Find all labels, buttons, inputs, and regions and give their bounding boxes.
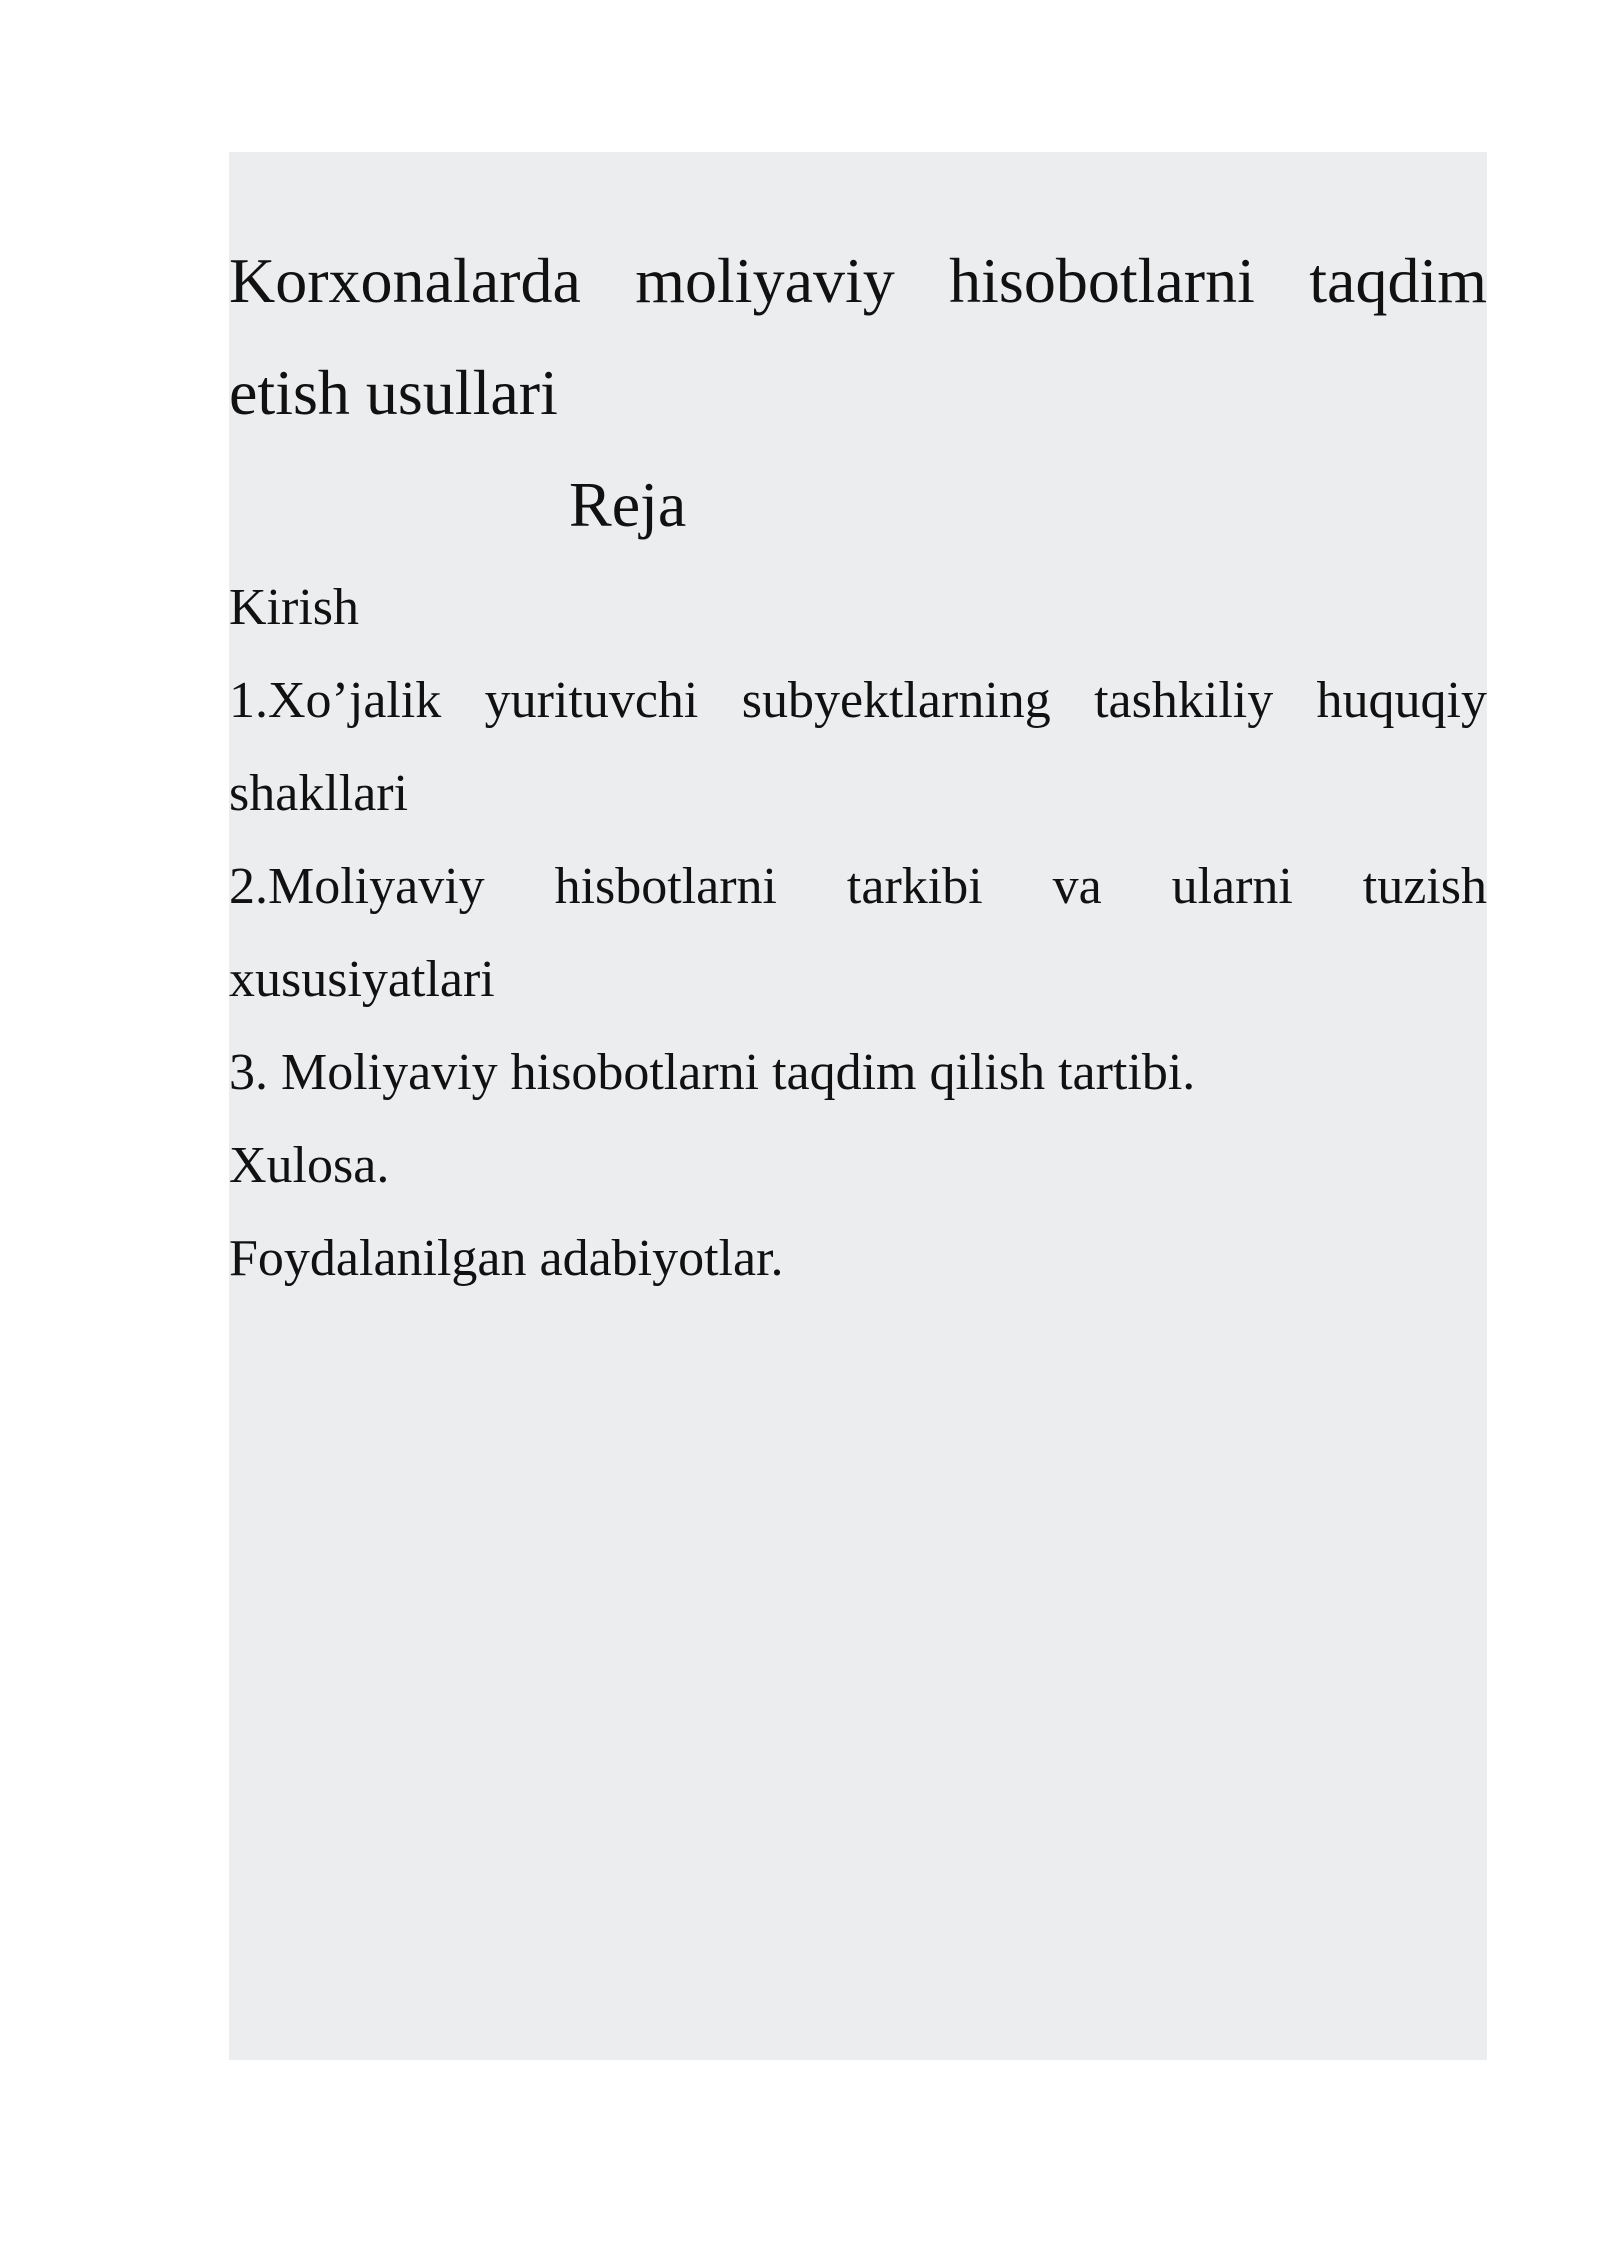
plan-heading: Reja — [569, 469, 687, 540]
title-line-1: Korxonalarda moliyaviy hisobotlarni taqdim — [229, 245, 1487, 316]
plan-item-conclusion: Xulosa. — [229, 1137, 390, 1194]
document-title — [229, 225, 1487, 449]
plan-item-references: Foydalanilgan adabiyotlar. — [229, 1230, 784, 1287]
plan-item-intro: Kirish — [229, 579, 359, 636]
plan-item-3: 3. Moliyaviy hisobotlarni taqdim qilish tartibi. — [229, 1044, 1196, 1101]
document-content — [229, 225, 1487, 1305]
plan-item-2: 2.Moliyaviy hisbotlarni tarkibi va ularni tuzish xususiyatlari — [229, 858, 1487, 1008]
plan-item-1: 1.Xo’jalik yurituvchi subyektlarning tashkiliy huquqiy shakllari — [229, 672, 1487, 822]
title-line-2: etish usullari — [229, 357, 558, 428]
